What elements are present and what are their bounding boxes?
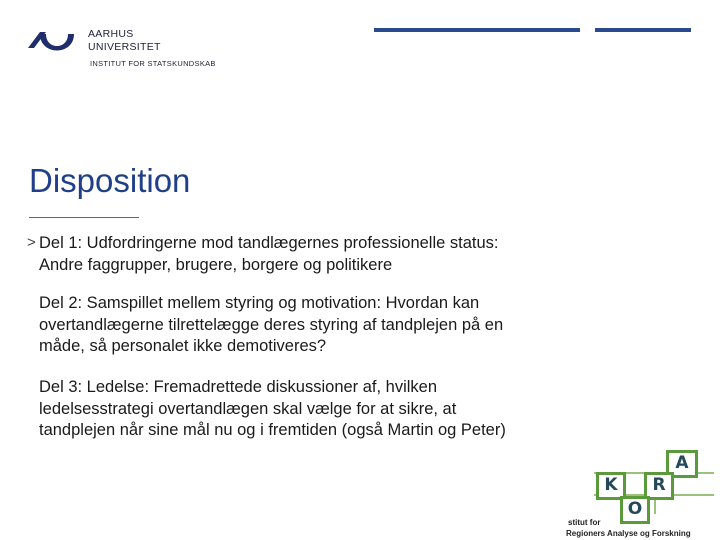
institute-name: INSTITUT FOR STATSKUNDSKAB [90, 59, 216, 68]
agenda-item-1 [39, 233, 569, 276]
kora-letter-k: K [596, 472, 626, 500]
header-accent-bar-right [595, 28, 691, 32]
kora-text-line2: Regioners Analyse og Forskning [566, 529, 691, 538]
title-divider [29, 217, 139, 218]
header-accent-bar-left [374, 28, 580, 32]
agenda-item-2-line-1: Del 2: Samspillet mellem styring og motivation: Hvordan kan [39, 294, 480, 312]
agenda-item-1-line-2: Andre faggrupper, brugere, borgere og politikere [39, 255, 393, 274]
kora-letter-o: O [620, 496, 650, 524]
agenda-item-2 [39, 293, 569, 358]
agenda-item-3 [39, 377, 569, 442]
agenda-item-2-line-3: måde, så personalet ikke demotiveres? [39, 337, 327, 355]
kora-letter-r: R [644, 472, 674, 500]
university-name-line2: UNIVERSITET [88, 41, 161, 53]
bullet-marker: > [27, 234, 36, 251]
agenda-item-3-line-3: tandplejen når sine mål nu og i fremtiden (også Martin og Peter) [39, 421, 506, 439]
kora-text-line1: stitut for [568, 518, 601, 527]
kora-logo [566, 446, 716, 540]
slide-title: Disposition [29, 162, 191, 199]
university-name-line1: AARHUS [88, 28, 134, 40]
agenda-item-2-line-2: overtandlægerne tilrettelægge deres styring af tandplejen på en [39, 315, 504, 334]
agenda-item-3-line-1: Del 3: Ledelse: Fremadrettede diskussioner af, hvilken [39, 378, 438, 396]
agenda-item-1-line-1: Del 1: Udfordringerne mod tandlægernes professionelle status: [39, 234, 499, 252]
agenda-item-3-line-2: ledelsesstrategi overtandlægen skal vælge for at sikre, at [39, 399, 457, 418]
kora-letter-a: A [666, 450, 698, 478]
aarhus-university-logo-icon [26, 26, 76, 52]
